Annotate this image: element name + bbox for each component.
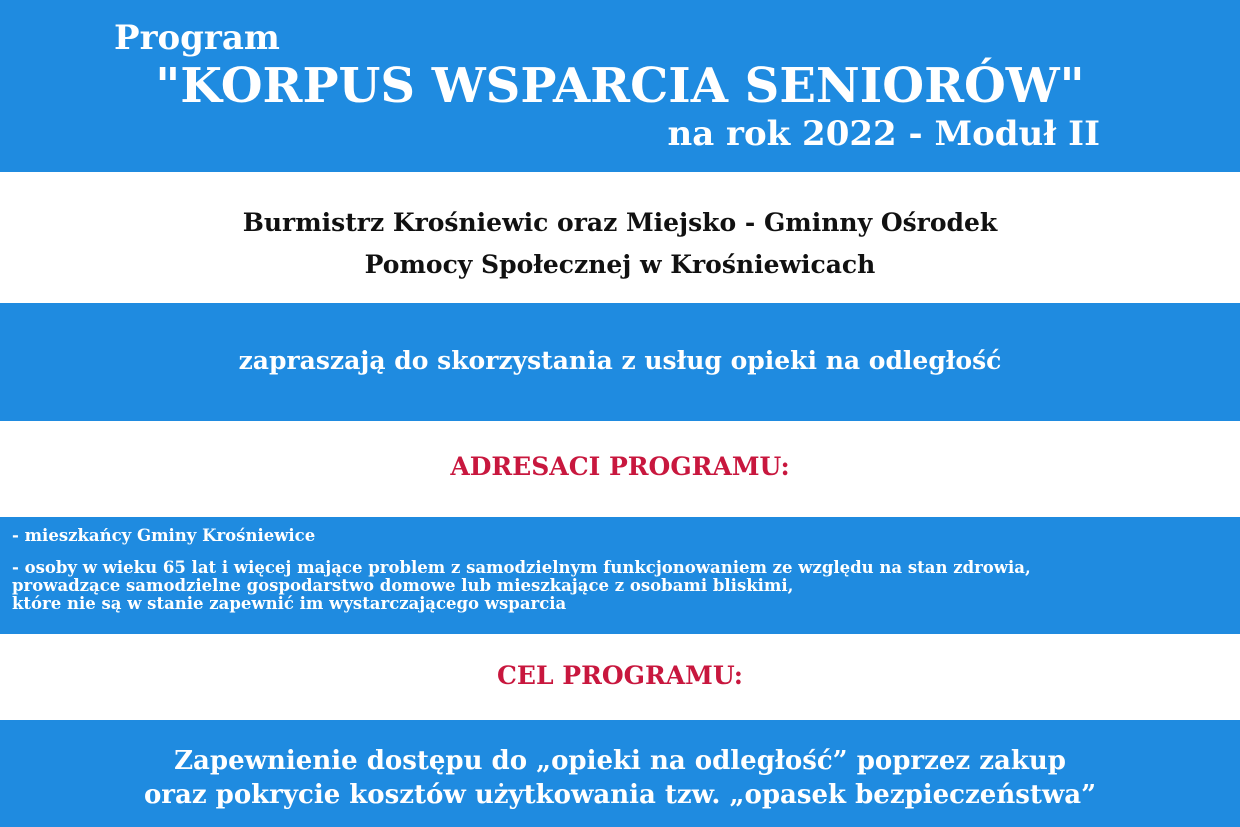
program-subtitle: na rok 2022 - Moduł II: [667, 114, 1100, 154]
list-item: [12, 559, 1232, 613]
organizers-line-2: Pomocy Społecznej w Krośniewicach: [364, 250, 876, 279]
header-band: [0, 0, 1240, 172]
program-label: Program: [114, 18, 280, 58]
list-item-line-2: prowadzące samodzielne gospodarstwo domowe lub mieszkające z osobami bliskimi,: [12, 576, 794, 595]
cel-line-1: Zapewnienie dostępu do „opieki na odległość” poprzez zakup: [174, 746, 1066, 776]
invitation-text: zapraszają do skorzystania z usług opieki na odległość: [238, 346, 1002, 375]
cel-line-2: oraz pokrycie kosztów użytkowania tzw. „opasek bezpieczeństwa”: [143, 780, 1097, 810]
program-title: "KORPUS WSPARCIA SENIORÓW": [155, 58, 1085, 114]
adresaci-heading-band: [0, 421, 1240, 517]
organizers-text: [0, 202, 1240, 286]
adresaci-list-band: [0, 517, 1240, 634]
list-item: - mieszkańcy Gminy Krośniewice: [12, 526, 316, 545]
cel-body-band: [0, 720, 1240, 827]
invitation-band: [0, 303, 1240, 421]
cel-heading-band: [0, 634, 1240, 720]
organizers-line-1: Burmistrz Krośniewic oraz Miejsko - Gminny Ośrodek: [242, 208, 998, 237]
organizers-band: [0, 172, 1240, 303]
cel-text: [0, 744, 1240, 812]
list-item-line-3: które nie są w stanie zapewnić im wystarczającego wsparcia: [12, 594, 567, 613]
list-item-line-1: - osoby w wieku 65 lat i więcej mające problem z samodzielnym funkcjonowaniem ze względu na stan zdrowia,: [12, 558, 1031, 577]
adresaci-list: [12, 521, 1232, 613]
adresaci-heading: ADRESACI PROGRAMU:: [450, 452, 790, 481]
cel-heading: CEL PROGRAMU:: [497, 661, 743, 690]
